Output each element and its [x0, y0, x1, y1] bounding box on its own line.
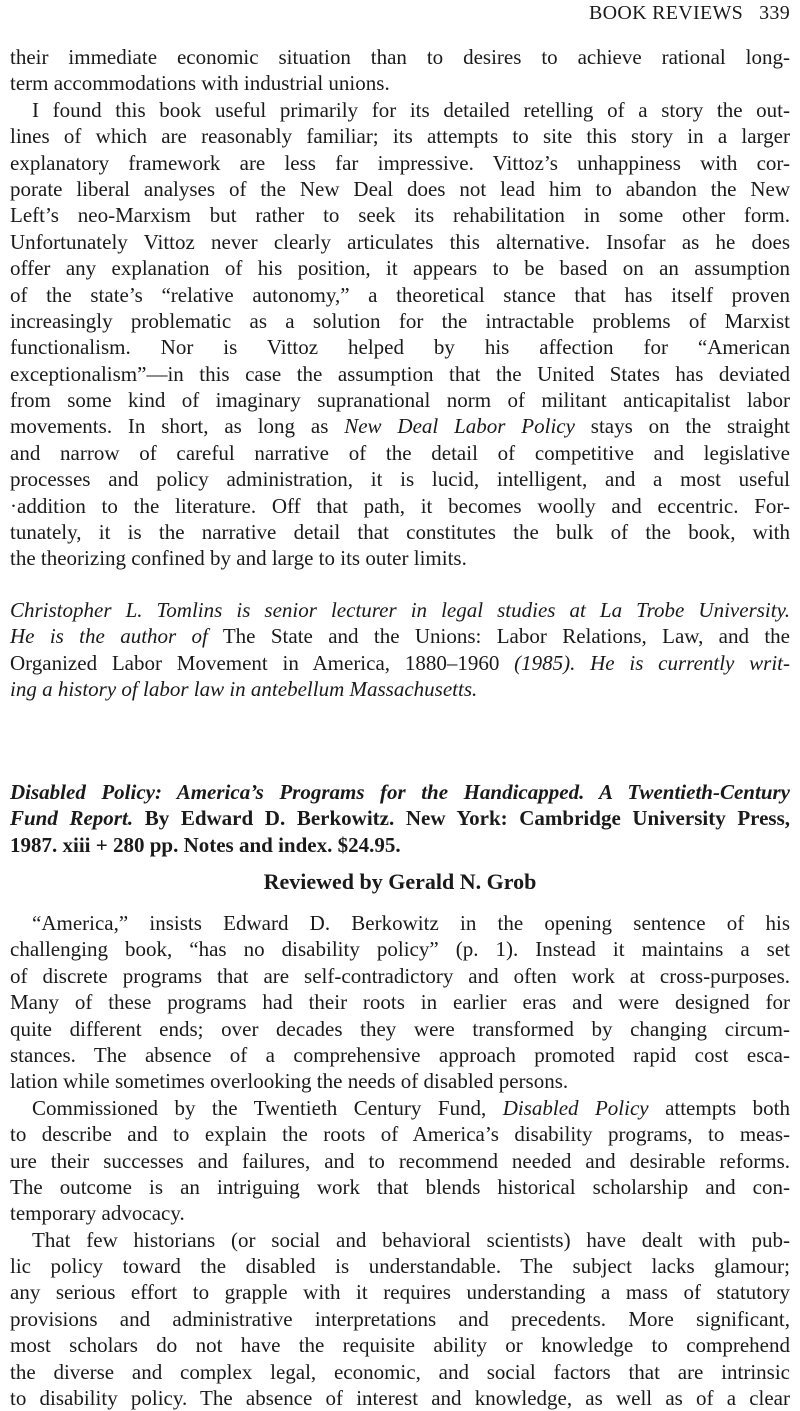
text-line — [10, 70, 790, 96]
text-line — [10, 229, 790, 255]
text-segment: attempts both — [648, 1095, 790, 1120]
text-line — [10, 832, 790, 858]
text-line-content — [32, 1095, 790, 1121]
text-line-content: and narrow of careful narrative of the detail of competitive and legislative — [10, 440, 790, 465]
text-line-content — [10, 623, 790, 649]
page-number: 339 — [759, 2, 790, 24]
text-line-content: Left’s neo-Marxism but rather to seek its rehabilitation in some other form. — [10, 203, 790, 228]
text-line — [10, 413, 790, 439]
text-line — [10, 202, 790, 228]
text-line — [10, 1068, 790, 1094]
text-line — [10, 44, 790, 70]
text-line — [10, 597, 790, 623]
text-line — [10, 1174, 790, 1200]
text-line-content: their immediate economic situation than to desires to achieve rational long- — [10, 45, 790, 69]
review2-citation — [10, 779, 790, 858]
text-line — [10, 1279, 790, 1305]
text-line-content: of the state’s “relative autonomy,” a theoretical stance that has itself proven — [10, 282, 790, 307]
text-line-content: term accommodations with industrial unions. — [10, 71, 390, 96]
text-line — [10, 97, 790, 123]
text-line-content: processes and policy administration, it is lucid, intelligent, and a most useful — [10, 467, 790, 492]
text-line-content: offer any explanation of his position, it appears to be based on an assumption — [10, 256, 790, 281]
text-line — [10, 519, 790, 545]
text-line — [10, 1016, 790, 1042]
text-line — [10, 545, 790, 571]
text-line — [10, 1306, 790, 1332]
text-segment: movements. In short, as long as — [10, 414, 345, 439]
text-line — [10, 1332, 790, 1358]
review2-body — [10, 910, 790, 1411]
text-line-content: porate liberal analyses of the New Deal does not lead him to abandon the New — [10, 176, 790, 201]
text-segment: Fund Report. — [10, 806, 134, 831]
text-segment: 1987. xiii + 280 pp. Notes and index. $24.95. — [10, 832, 401, 857]
text-segment: By Edward D. Berkowitz. New York: Cambridge University Press, — [133, 806, 791, 831]
text-line-content: explanatory framework are less far impressive. Vittoz’s unhappiness with cor- — [10, 150, 790, 175]
text-line — [10, 963, 790, 989]
text-line — [10, 1253, 790, 1279]
text-line-content: the diverse and complex legal, economic, and social factors that are intrinsic — [10, 1359, 790, 1384]
review2-reviewer — [10, 869, 790, 895]
text-line-content: I found this book useful primarily for its detailed retelling of a story the out- — [32, 97, 790, 122]
text-line-content: from some kind of imaginary supranational norm of militant anticapitalist labor — [10, 388, 790, 413]
text-line-content: ·addition to the literature. Off that path, it becomes woolly and eccentric. For- — [10, 493, 790, 518]
text-line — [10, 779, 790, 805]
reviewer-bio — [10, 597, 790, 703]
text-line-content: temporary advocacy. — [10, 1201, 185, 1226]
text-segment: (1985). He is currently writ- — [514, 650, 790, 675]
text-line-content: of discrete programs that are self-contradictory and often work at cross-purposes. — [10, 963, 790, 988]
text-line — [10, 387, 790, 413]
text-line-content: to describe and to explain the roots of America’s disability programs, to meas- — [10, 1122, 790, 1147]
text-line-content — [10, 650, 790, 676]
text-line — [10, 493, 790, 519]
text-line — [10, 466, 790, 492]
text-line-content: lation while sometimes overlooking the needs of disabled persons. — [10, 1069, 569, 1094]
text-line — [10, 1359, 790, 1385]
text-line — [10, 910, 790, 936]
text-line — [10, 650, 790, 676]
text-line — [10, 623, 790, 649]
text-line — [10, 1227, 790, 1253]
text-line — [10, 1148, 790, 1174]
text-line-content: quite different ends; over decades they were transformed by changing circum- — [10, 1016, 790, 1041]
text-segment: He is the author of — [10, 624, 208, 649]
text-line-content: increasingly problematic as a solution for the intractable problems of Marxist — [10, 308, 790, 333]
text-line-content: lines of which are reasonably familiar; its attempts to site this story in a larger — [10, 124, 790, 149]
text-line-content: stances. The absence of a comprehensive approach promoted rapid cost esca- — [10, 1042, 790, 1067]
text-line-content: ure their successes and failures, and to recommend needed and desirable reforms. — [10, 1148, 790, 1173]
text-line-content: Many of these programs had their roots in earlier eras and were designed for — [10, 990, 790, 1015]
text-line-content: The outcome is an intriguing work that blends historical scholarship and con- — [10, 1174, 790, 1199]
text-line-content: tunately, it is the narrative detail that constitutes the bulk of the book, with — [10, 520, 790, 545]
text-segment: ing a history of labor law in antebellum Massachusetts. — [10, 677, 478, 702]
text-line-content: to disability policy. The absence of interest and knowledge, as well as of a clear — [10, 1386, 790, 1411]
text-line-content: exceptionalism”—in this case the assumption that the United States has deviated — [10, 361, 790, 386]
text-line — [10, 1200, 790, 1226]
text-line — [10, 361, 790, 387]
text-line — [10, 255, 790, 281]
text-line-content: lic policy toward the disabled is understandable. The subject lacks glamour; — [10, 1254, 790, 1279]
text-line-content: Unfortunately Vittoz never clearly articulates this alternative. Insofar as he does — [10, 229, 790, 254]
text-line — [10, 123, 790, 149]
text-segment: stays on the straight — [574, 414, 790, 439]
text-line-content — [10, 676, 477, 702]
text-segment: The State and the Unions: Labor Relations, Law, and the — [207, 624, 790, 649]
text-line-content: most scholars do not have the requisite ability or knowledge to comprehend — [10, 1333, 790, 1358]
text-line — [10, 1121, 790, 1147]
text-line — [10, 440, 790, 466]
text-line-content — [10, 779, 790, 805]
running-header-section: BOOK REVIEWS — [588, 2, 744, 24]
text-line-content: provisions and administrative interpretations and precedents. More significant, — [10, 1306, 790, 1331]
text-line-content: functionalism. Nor is Vittoz helped by his affection for “American — [10, 335, 790, 360]
text-line-content: the theorizing confined by and large to its outer limits. — [10, 546, 467, 571]
text-segment: Organized Labor Movement in America, 1880–1960 — [10, 650, 515, 675]
text-line-content: any serious effort to grapple with it requires understanding a mass of statutory — [10, 1280, 790, 1305]
text-line — [10, 989, 790, 1015]
reviewer-byline: Reviewed by Gerald N. Grob — [263, 869, 537, 894]
text-line — [10, 676, 790, 702]
text-line — [10, 308, 790, 334]
text-line — [10, 1095, 790, 1121]
text-line — [10, 176, 790, 202]
text-line — [10, 936, 790, 962]
text-line — [10, 1385, 790, 1411]
text-segment: Disabled Policy — [502, 1095, 649, 1120]
text-line — [10, 805, 790, 831]
text-line-content — [10, 832, 401, 858]
text-line-content — [10, 413, 790, 439]
text-line — [10, 1042, 790, 1068]
text-line-content: “America,” insists Edward D. Berkowitz in the opening sentence of his — [32, 911, 790, 935]
running-header — [589, 0, 790, 26]
text-segment: Christopher L. Tomlins is senior lecturer in legal studies at La Trobe University. — [10, 598, 790, 622]
text-line-content: challenging book, “has no disability policy” (p. 1). Instead it maintains a set — [10, 937, 790, 962]
text-line-content — [10, 805, 790, 831]
text-segment: Commissioned by the Twentieth Century Fund, — [32, 1095, 503, 1120]
review1-body — [10, 44, 790, 572]
text-segment: Disabled Policy: America’s Programs for the Handicapped. A Twentieth-Century — [10, 780, 790, 804]
text-segment: New Deal Labor Policy — [344, 414, 575, 439]
text-line-content — [10, 597, 790, 623]
text-line — [10, 282, 790, 308]
text-line — [10, 334, 790, 360]
text-line-content: That few historians (or social and behavioral scientists) have dealt with pub- — [32, 1227, 790, 1252]
text-line — [10, 150, 790, 176]
